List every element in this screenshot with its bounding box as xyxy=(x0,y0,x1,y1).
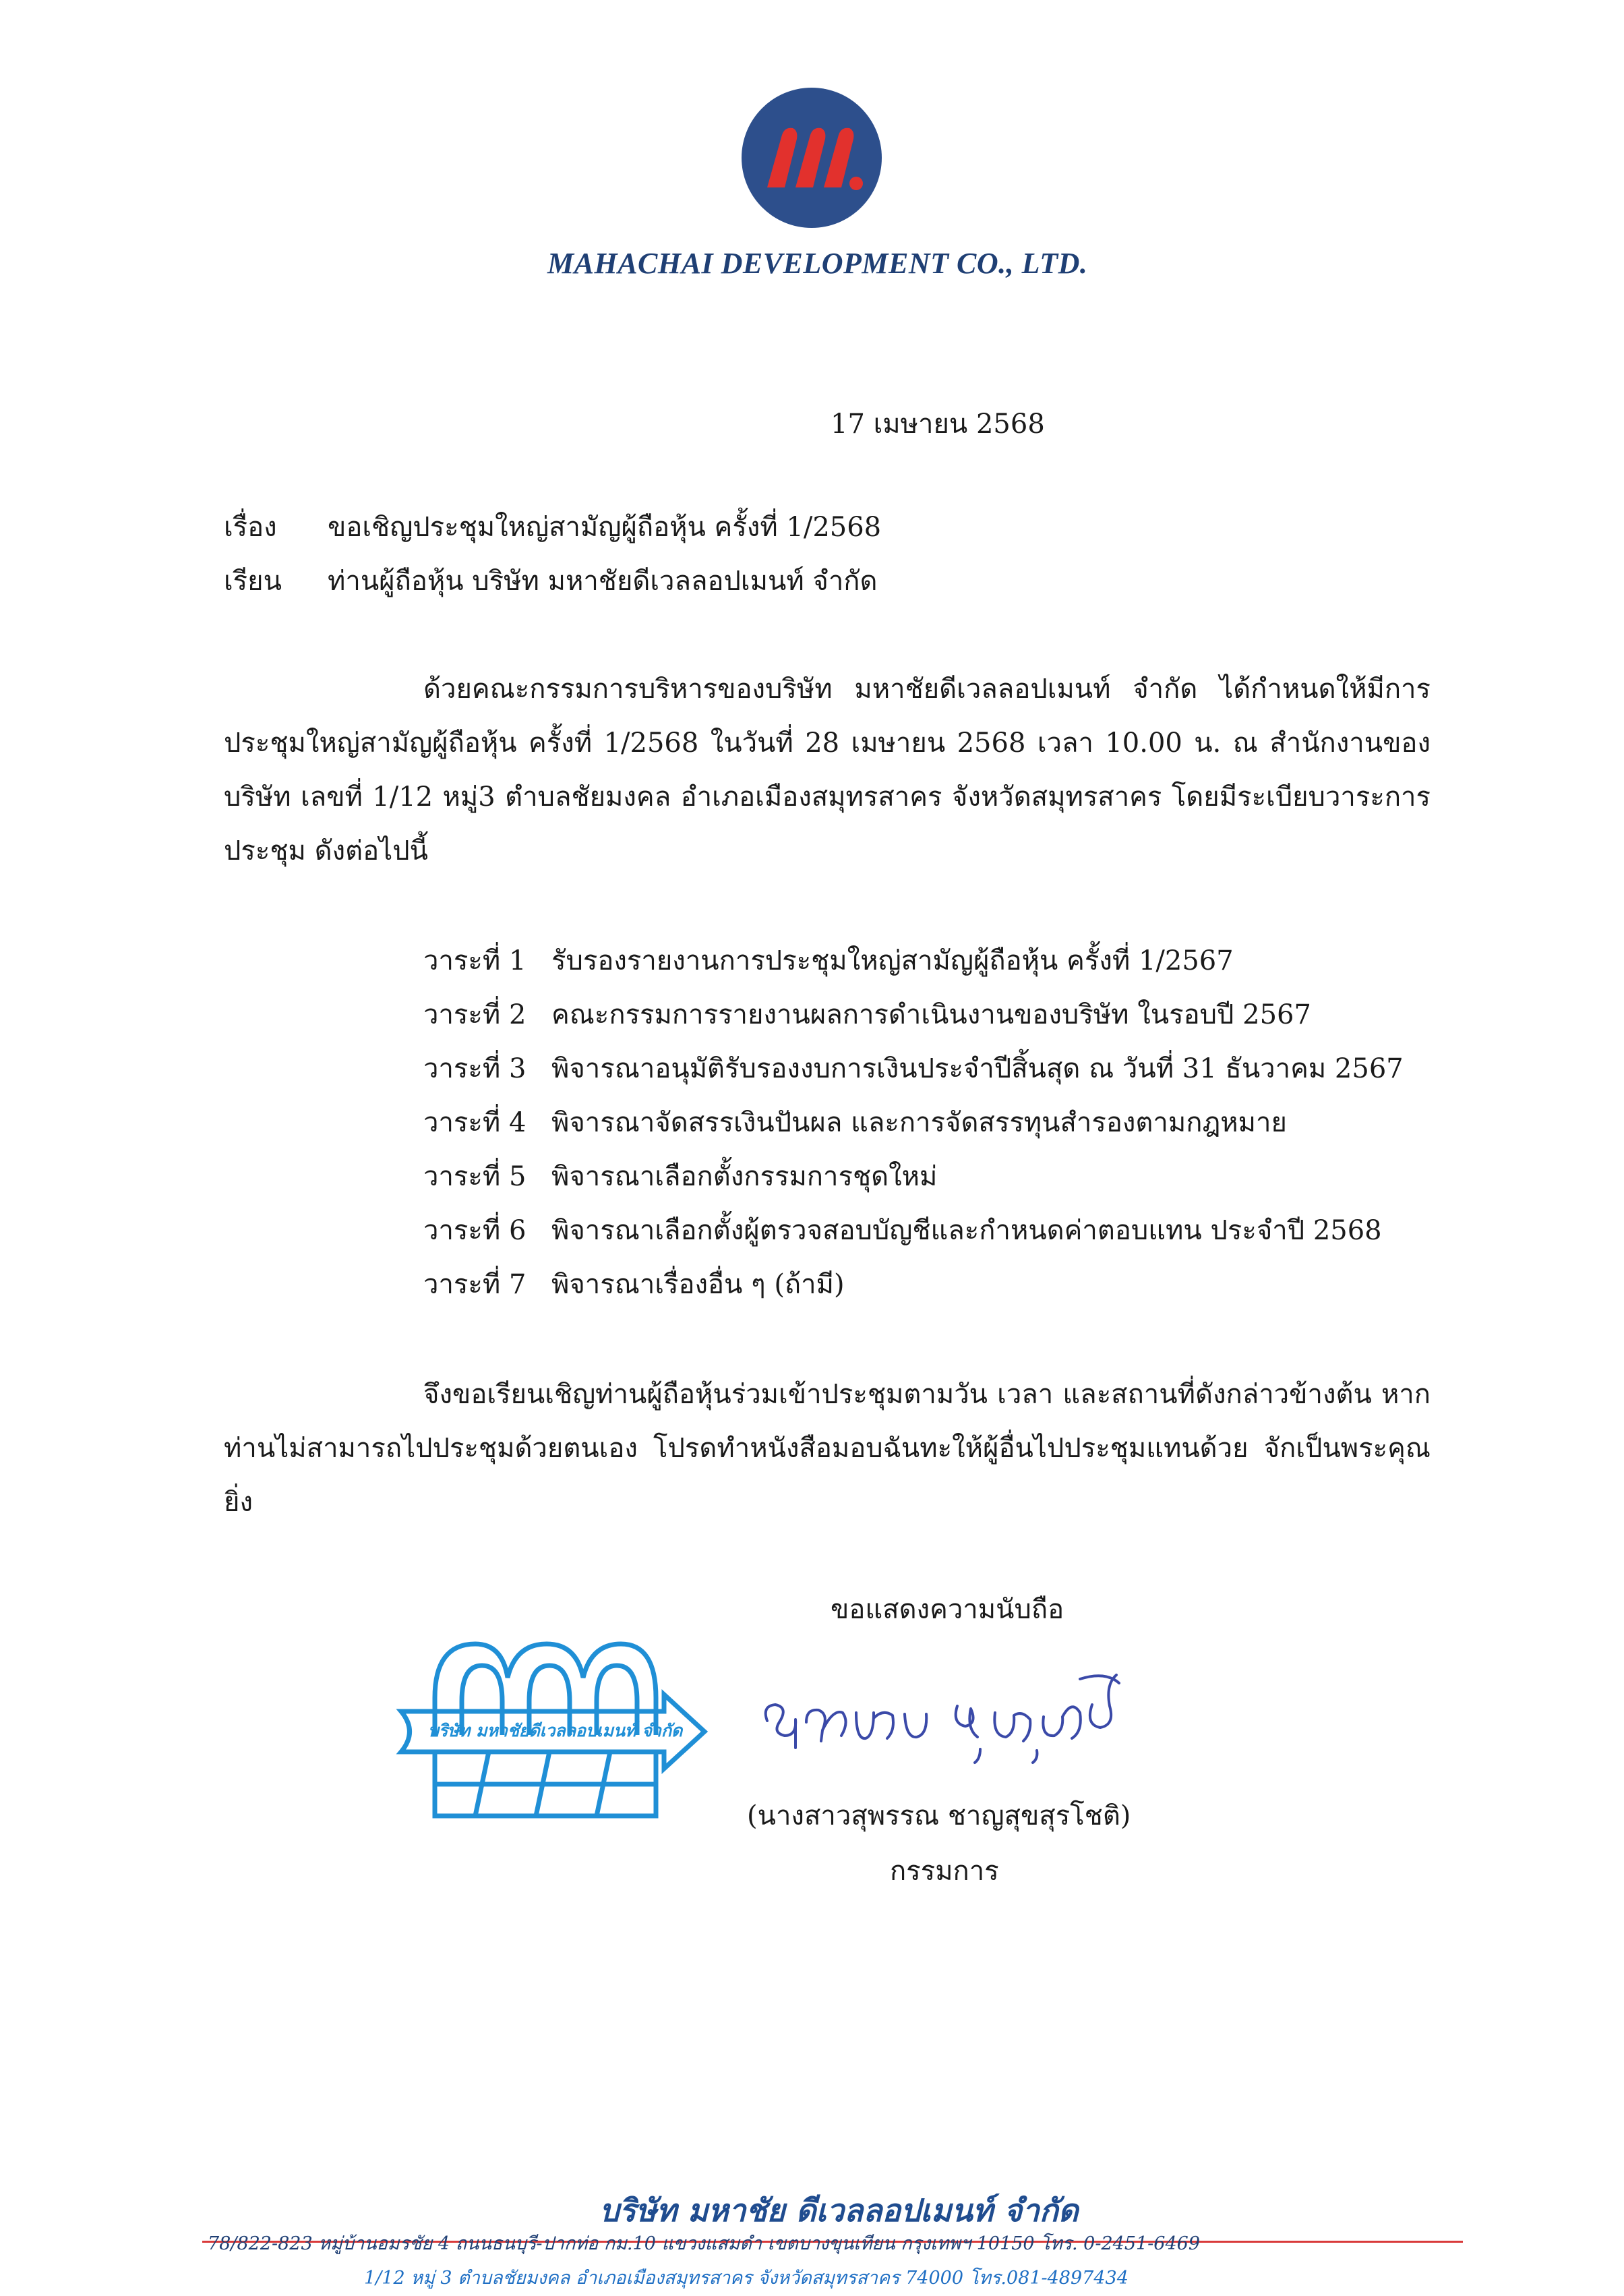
agenda-item-label: วาระที่ 3 xyxy=(423,1053,527,1084)
agenda-item-text: พิจารณาเรื่องอื่น ๆ (ถ้ามี) xyxy=(551,1269,845,1300)
agenda-item xyxy=(423,944,1475,998)
agenda-item-label: วาระที่ 4 xyxy=(423,1107,527,1138)
handwritten-signature-icon xyxy=(755,1666,1133,1780)
signer-title: กรรมการ xyxy=(890,1856,999,1887)
closing-paragraph: จึงขอเรียนเชิญท่านผู้ถือหุ้นร่วมเข้าประชุมตามวัน เวลา และสถานที่ดังกล่าวข้างต้น หากท่านไม่สามารถไปประชุมด้วยตนเอง โปรดทำหนังสือมอบฉันทะให้ผู้อื่นไปประชุมแทนด้วย จักเป็นพระคุณยิ่ง xyxy=(224,1379,1431,1518)
agenda-item-text: พิจารณาเลือกตั้งกรรมการชุดใหม่ xyxy=(551,1161,938,1192)
signer-name: (นางสาวสุพรรณ ชาญสุขสุรโชติ) xyxy=(747,1800,1131,1831)
agenda-item-label: วาระที่ 1 xyxy=(423,945,527,976)
agenda-item xyxy=(423,1052,1475,1106)
footer-old-address: 78/822-823 หมู่บ้านอมรชัย 4 ถนนธนบุรี-ปากท่อ กม.10 แขวงแสมดำ เขตบางขุนเทียน กรุงเทพฯ 10150 โทร. 0-2451-6469 xyxy=(208,2233,1201,2254)
agenda-item xyxy=(423,1106,1475,1160)
agenda-item-label: วาระที่ 2 xyxy=(423,999,527,1030)
subject-label: เรื่อง xyxy=(224,512,277,543)
agenda-item xyxy=(423,998,1475,1052)
intro-paragraph: ด้วยคณะกรรมการบริหารของบริษัท มหาชัยดีเวลลอปเมนท์ จำกัด ได้กำหนดให้มีการประชุมใหญ่สามัญผู้ถือหุ้น ครั้งที่ 1/2568 ในวันที่ 28 เมษายน 2568 เวลา 10.00 น. ณ สำนักงานของบริษัท เลขที่ 1/12 หมู่3 ตำบลชัยมงคล อำเภอเมืองสมุทรสาคร จังหวัดสมุทรสาคร โดยมีระเบียบวาระการประชุม ดังต่อไปนี้ xyxy=(224,674,1431,866)
company-stamp xyxy=(388,1624,711,1826)
footer-company-name: บริษัท มหาชัย ดีเวลลอปเมนท์ จำกัด xyxy=(599,2192,1079,2229)
company-name-en: MAHACHAI DEVELOPMENT CO., LTD. xyxy=(547,247,1088,280)
agenda-item xyxy=(423,1160,1475,1214)
subject-text: ขอเชิญประชุมใหญ่สามัญผู้ถือหุ้น ครั้งที่ 1/2568 xyxy=(328,512,882,543)
closing-text: ขอแสดงความนับถือ xyxy=(831,1594,1064,1625)
agenda-item xyxy=(423,1268,1475,1322)
recipient-text: ท่านผู้ถือหุ้น บริษัท มหาชัยดีเวลลอปเมนท์ จำกัด xyxy=(328,566,878,597)
agenda-item-label: วาระที่ 6 xyxy=(423,1215,527,1246)
letter-date: 17 เมษายน 2568 xyxy=(831,409,1045,440)
agenda-item xyxy=(423,1214,1475,1268)
footer-new-address: 1/12 หมู่ 3 ตำบลชัยมงคล อำเภอเมืองสมุทรสาคร จังหวัดสมุทรสาคร 74000 โทร.081-4897434 xyxy=(364,2268,1129,2289)
logo-mark-icon xyxy=(740,86,883,229)
stamp-text: บริษัท มหาชัยดีเวลลอปเมนท์ จำกัด xyxy=(428,1721,683,1740)
agenda-item-label: วาระที่ 7 xyxy=(423,1269,527,1300)
agenda-item-text: พิจารณาอนุมัติรับรองงบการเงินประจำปีสิ้นสุด ณ วันที่ 31 ธันวาคม 2567 xyxy=(551,1053,1404,1084)
agenda-item-text: รับรองรายงานการประชุมใหญ่สามัญผู้ถือหุ้น ครั้งที่ 1/2567 xyxy=(551,945,1234,976)
signature xyxy=(755,1666,1133,1780)
agenda-item-text: พิจารณาจัดสรรเงินปันผล และการจัดสรรทุนสำรองตามกฎหมาย xyxy=(551,1107,1287,1138)
agenda-item-text: พิจารณาเลือกตั้งผู้ตรวจสอบบัญชีและกำหนดค่าตอบแทน ประจำปี 2568 xyxy=(551,1215,1382,1246)
agenda-list xyxy=(423,944,1475,1322)
recipient-label: เรียน xyxy=(224,566,282,597)
company-logo xyxy=(740,86,883,229)
agenda-item-label: วาระที่ 5 xyxy=(423,1161,527,1192)
agenda-item-text: คณะกรรมการรายงานผลการดำเนินงานของบริษัท ในรอบปี 2567 xyxy=(551,999,1311,1030)
